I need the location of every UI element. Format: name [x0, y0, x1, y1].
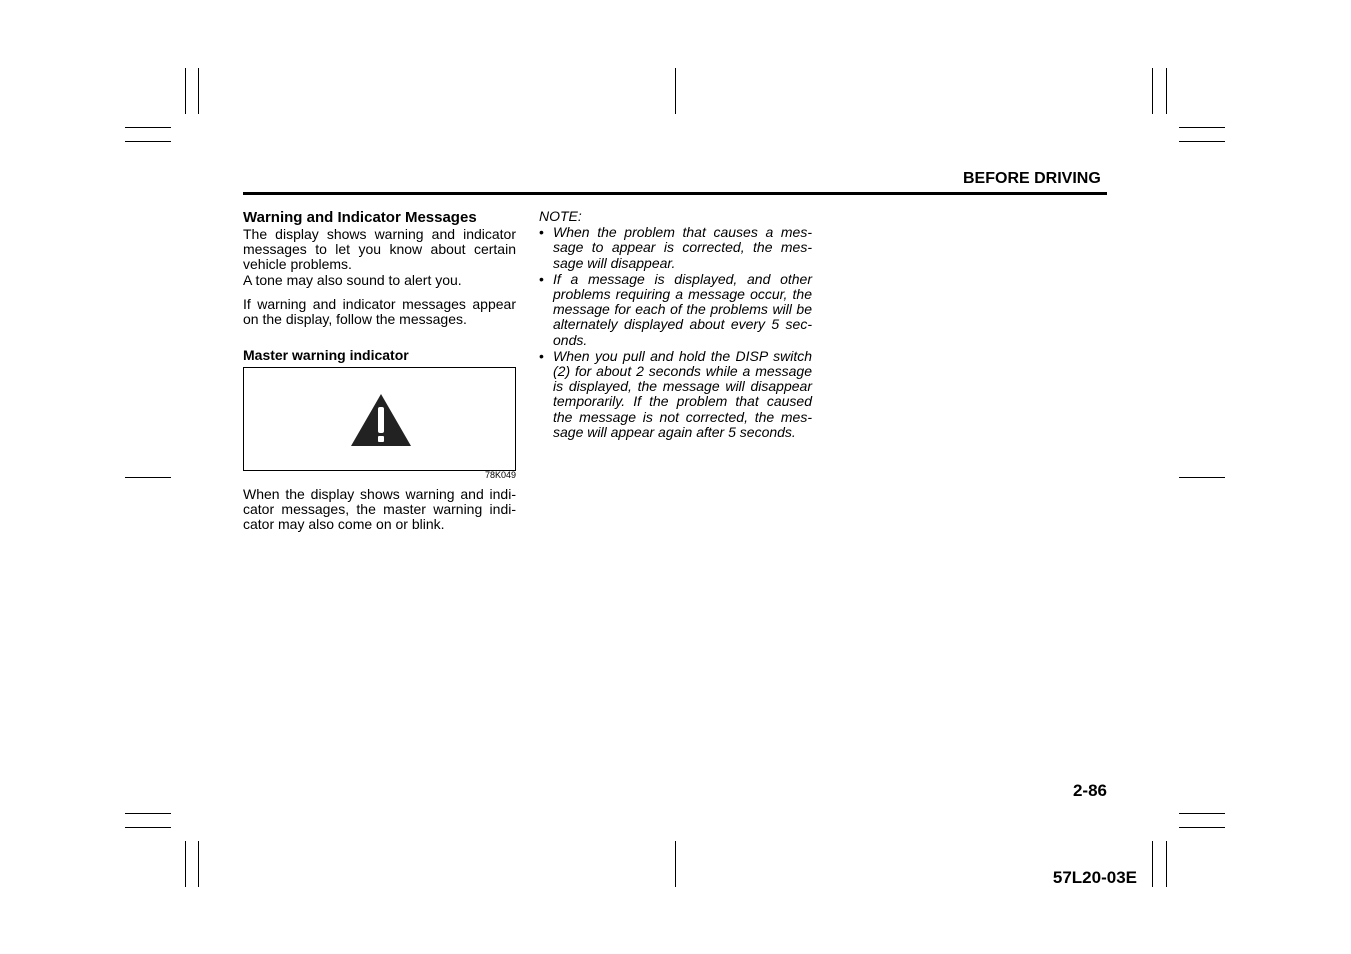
list-item-text: When you pull and hold the DISP switch (2) for about 2 seconds while a message is displayed, the message will disappear temporarily. If the problem that caused the message is not corrected, the mes-sage will appear again after 5 seconds. — [553, 347, 812, 440]
crop-mark — [1152, 68, 1153, 114]
paragraph: When the display shows warning and indi-cator messages, the master warning indi-cator may also come on or blink. — [243, 486, 516, 533]
note-column — [539, 209, 812, 441]
crop-mark — [125, 127, 171, 128]
bullet-icon: • — [539, 347, 544, 364]
crop-mark — [185, 68, 186, 114]
note-label: NOTE: — [539, 208, 582, 224]
paragraph: The display shows warning and indicator messages to let you know about certain vehicle problems. — [243, 226, 516, 273]
crop-mark — [1152, 841, 1153, 887]
bullet-icon: • — [539, 270, 544, 287]
paragraph: A tone may also sound to alert you. — [243, 271, 462, 288]
crop-mark — [198, 841, 199, 887]
figure-code: 78K049 — [484, 470, 516, 480]
crop-mark — [1179, 813, 1225, 814]
crop-mark — [1179, 127, 1225, 128]
master-warning-figure — [243, 367, 516, 471]
section-heading: Warning and Indicator Messages — [243, 209, 477, 226]
crop-mark — [1179, 827, 1225, 828]
crop-mark — [125, 813, 171, 814]
crop-mark — [675, 841, 676, 887]
list-item-text: If a message is displayed, and other problems requiring a message occur, the message for each of the problems will be alternately displayed about every 5 sec-onds. — [553, 270, 812, 348]
note-list — [539, 225, 812, 440]
list-item — [539, 225, 812, 271]
header-rule — [243, 192, 1107, 195]
crop-mark — [198, 68, 199, 114]
crop-mark — [1166, 841, 1167, 887]
crop-mark — [125, 827, 171, 828]
crop-mark — [125, 477, 171, 478]
document-code: 57L20-03E — [1052, 868, 1137, 887]
crop-mark — [185, 841, 186, 887]
crop-mark — [1179, 477, 1225, 478]
bullet-icon: • — [539, 224, 544, 241]
page-number: 2-86 — [1072, 781, 1107, 800]
crop-mark — [125, 141, 171, 142]
left-column — [243, 209, 516, 363]
list-item — [539, 272, 812, 348]
list-item — [539, 349, 812, 440]
paragraph: If warning and indicator messages appear on the display, follow the messages. — [243, 295, 516, 328]
list-item-text: When the problem that causes a mes-sage to appear is corrected, the mes-sage will disappear. — [553, 224, 812, 271]
section-title: BEFORE DRIVING — [963, 170, 1101, 187]
crop-mark — [1179, 141, 1225, 142]
crop-mark — [1166, 68, 1167, 114]
subheading: Master warning indicator — [243, 347, 409, 364]
warning-triangle-icon — [349, 392, 413, 448]
crop-mark — [675, 68, 676, 114]
